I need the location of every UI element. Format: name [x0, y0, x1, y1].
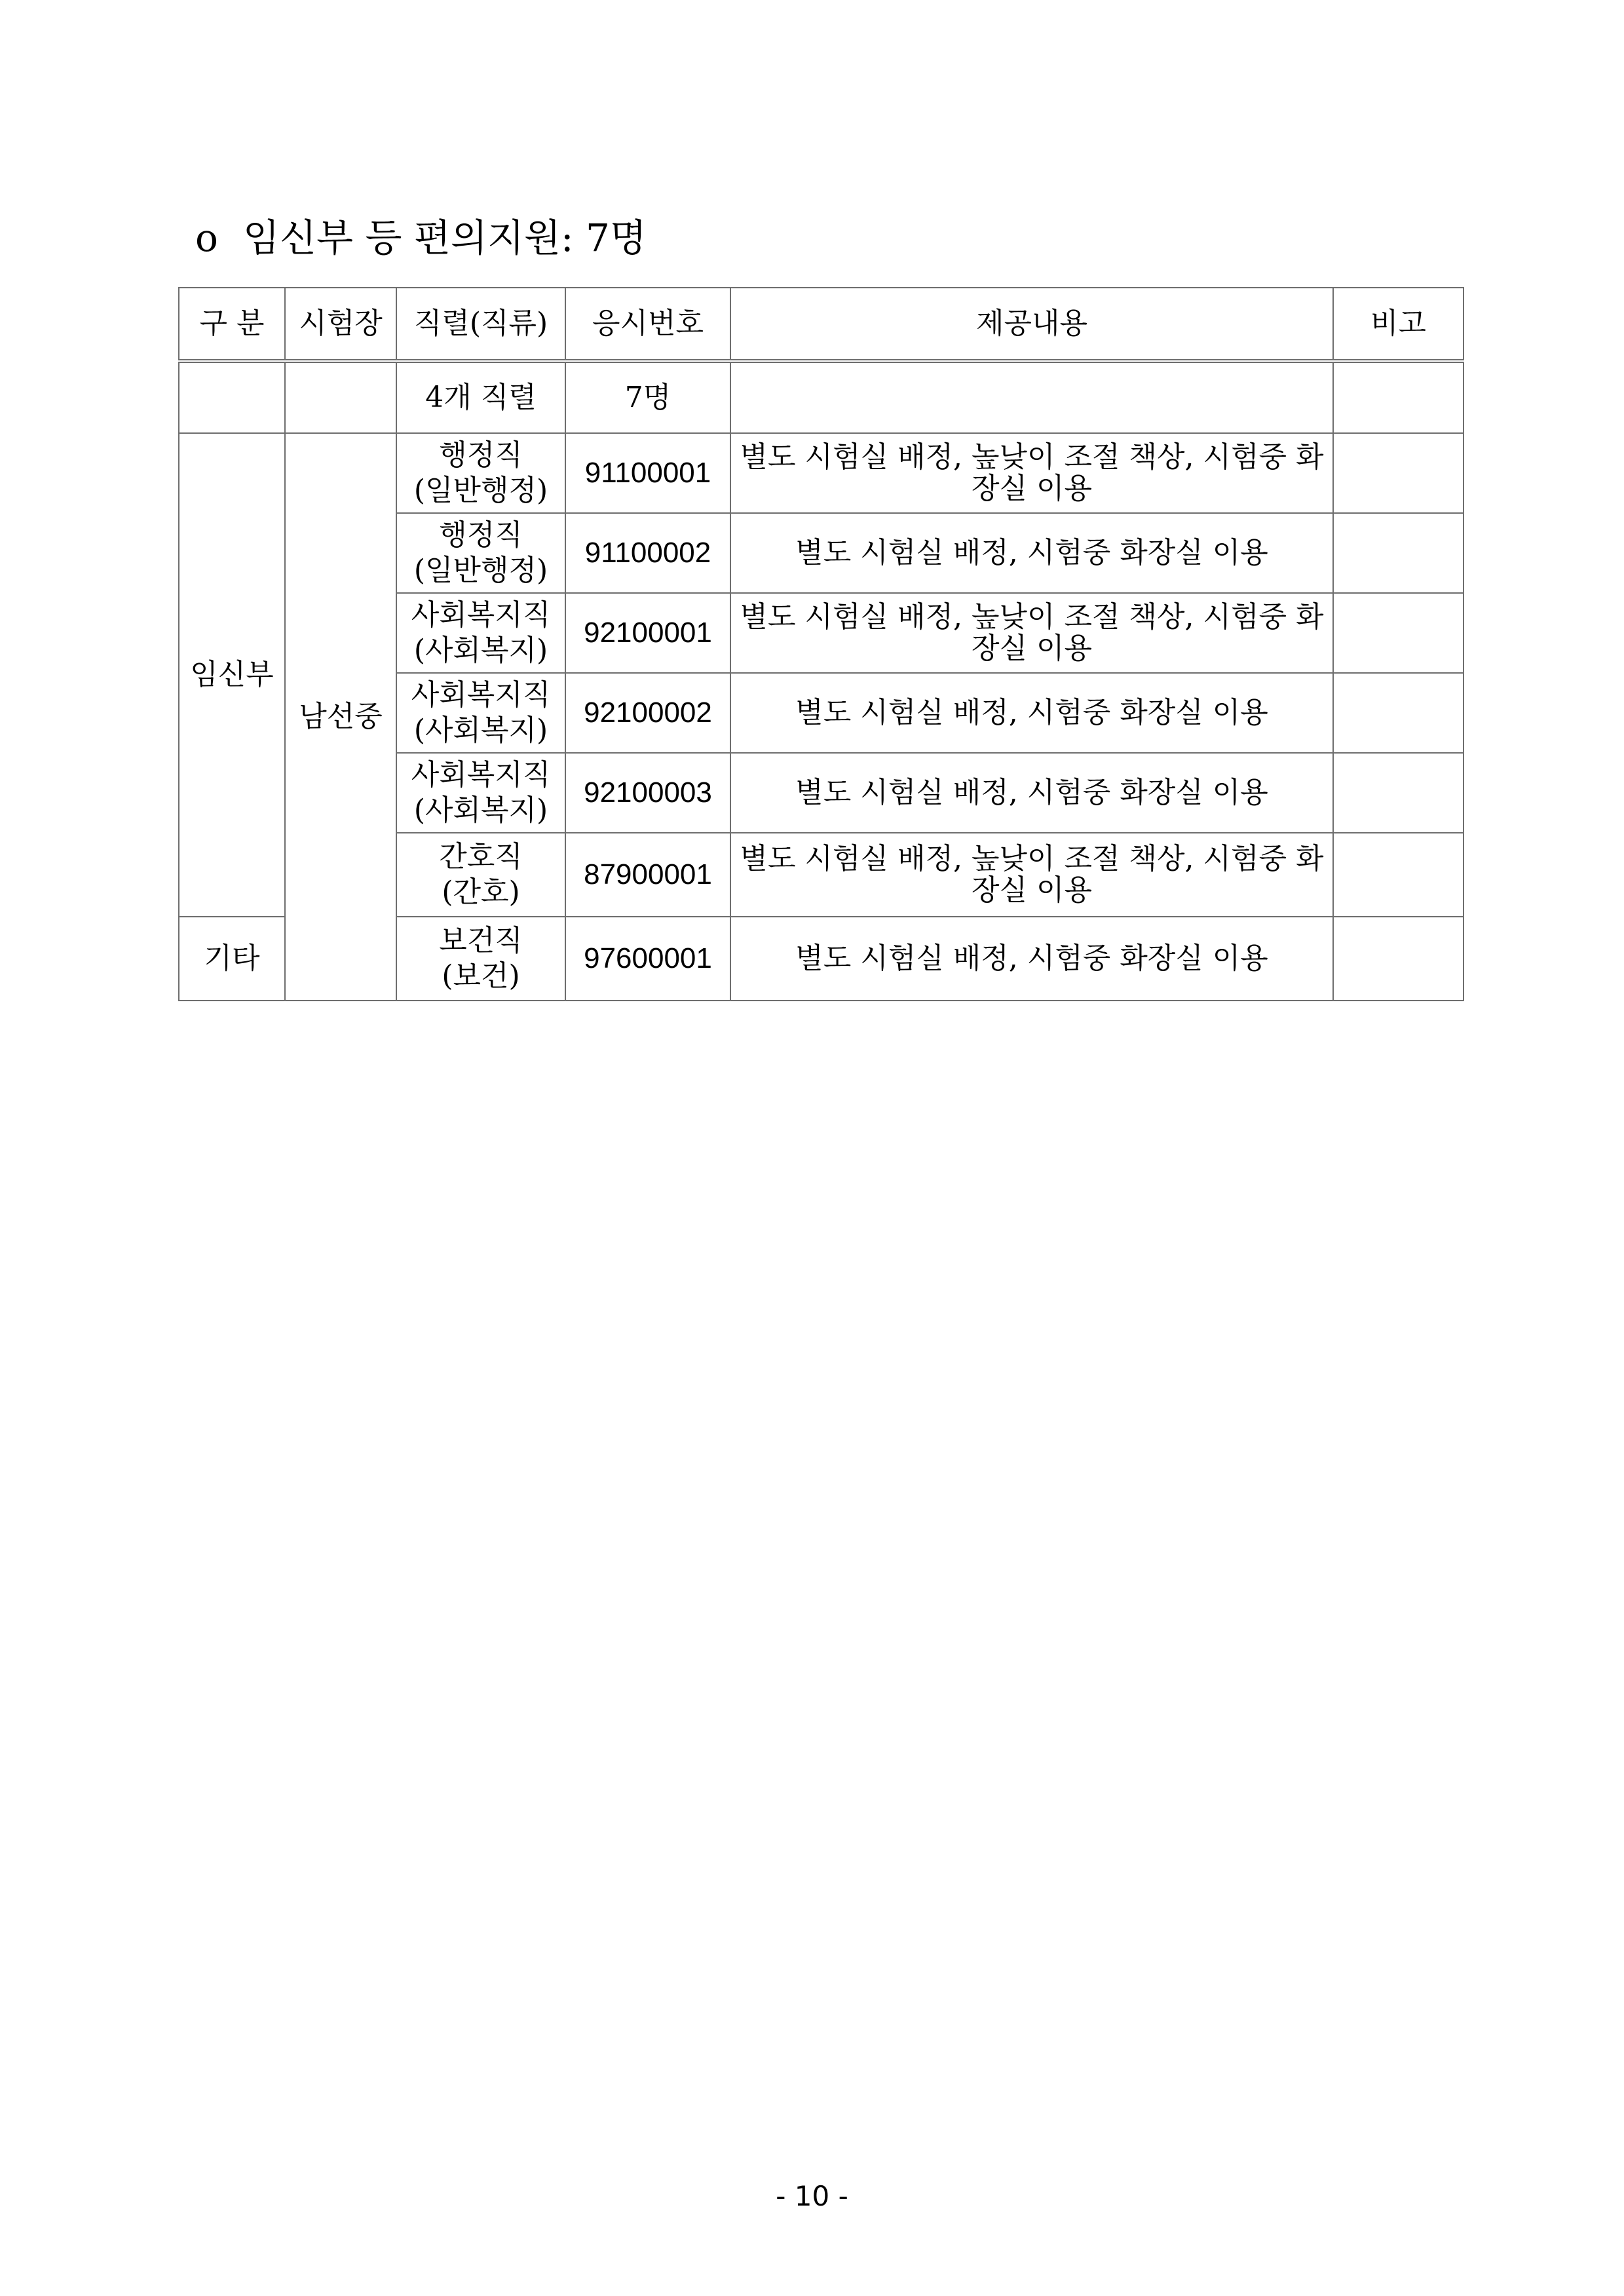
exam-no-cell: 92100002: [565, 673, 730, 753]
note-cell: [1333, 833, 1463, 917]
venue-cell: 남선중: [285, 433, 396, 1001]
heading-bullet: o: [195, 216, 218, 260]
exam-no-cell: 92100003: [565, 753, 730, 833]
note-cell: [1333, 593, 1463, 673]
exam-no-cell: 91100002: [565, 513, 730, 593]
content-cell: 별도 시험실 배정, 높낮이 조절 책상, 시험중 화장실 이용: [730, 433, 1333, 513]
note-cell: [1333, 917, 1463, 1001]
exam-no-cell: 91100001: [565, 433, 730, 513]
note-cell: [1333, 433, 1463, 513]
content-cell: 별도 시험실 배정, 시험중 화장실 이용: [730, 513, 1333, 593]
content-cell: 별도 시험실 배정, 시험중 화장실 이용: [730, 917, 1333, 1001]
summary-person-count: 7명: [565, 361, 730, 433]
header-note: 비고: [1333, 288, 1463, 361]
header-category: 구 분: [179, 288, 285, 361]
job-cell: 간호직 (간호): [396, 833, 565, 917]
content-cell: 별도 시험실 배정, 시험중 화장실 이용: [730, 673, 1333, 753]
content-cell: 별도 시험실 배정, 시험중 화장실 이용: [730, 753, 1333, 833]
header-exam-no: 응시번호: [565, 288, 730, 361]
exam-no-cell: 97600001: [565, 917, 730, 1001]
job-cell: 사회복지직 (사회복지): [396, 753, 565, 833]
note-cell: [1333, 513, 1463, 593]
summary-note: [1333, 361, 1463, 433]
header-row: [179, 288, 1463, 361]
table-row: [179, 433, 1463, 513]
summary-venue: [285, 361, 396, 433]
group-pregnant: 임신부: [179, 433, 285, 917]
summary-category: [179, 361, 285, 433]
note-cell: [1333, 673, 1463, 753]
page-number: - 10 -: [776, 2180, 848, 2212]
job-cell: 보건직 (보건): [396, 917, 565, 1001]
summary-job-count: 4개 직렬: [396, 361, 565, 433]
summary-content: [730, 361, 1333, 433]
group-other: 기타: [179, 917, 285, 1001]
summary-row: [179, 361, 1463, 433]
header-content: 제공내용: [730, 288, 1333, 361]
section-heading: [195, 211, 647, 265]
job-cell: 사회복지직 (사회복지): [396, 673, 565, 753]
content-cell: 별도 시험실 배정, 높낮이 조절 책상, 시험중 화장실 이용: [730, 593, 1333, 673]
exam-no-cell: 87900001: [565, 833, 730, 917]
exam-no-cell: 92100001: [565, 593, 730, 673]
heading-text: 임신부 등 편의지원: 7명: [242, 216, 647, 260]
accommodation-table: [178, 287, 1464, 1001]
job-cell: 행정직 (일반행정): [396, 513, 565, 593]
content-cell: 별도 시험실 배정, 높낮이 조절 책상, 시험중 화장실 이용: [730, 833, 1333, 917]
note-cell: [1333, 753, 1463, 833]
job-cell: 행정직 (일반행정): [396, 433, 565, 513]
job-cell: 사회복지직 (사회복지): [396, 593, 565, 673]
header-venue: 시험장: [285, 288, 396, 361]
header-job: 직렬(직류): [396, 288, 565, 361]
